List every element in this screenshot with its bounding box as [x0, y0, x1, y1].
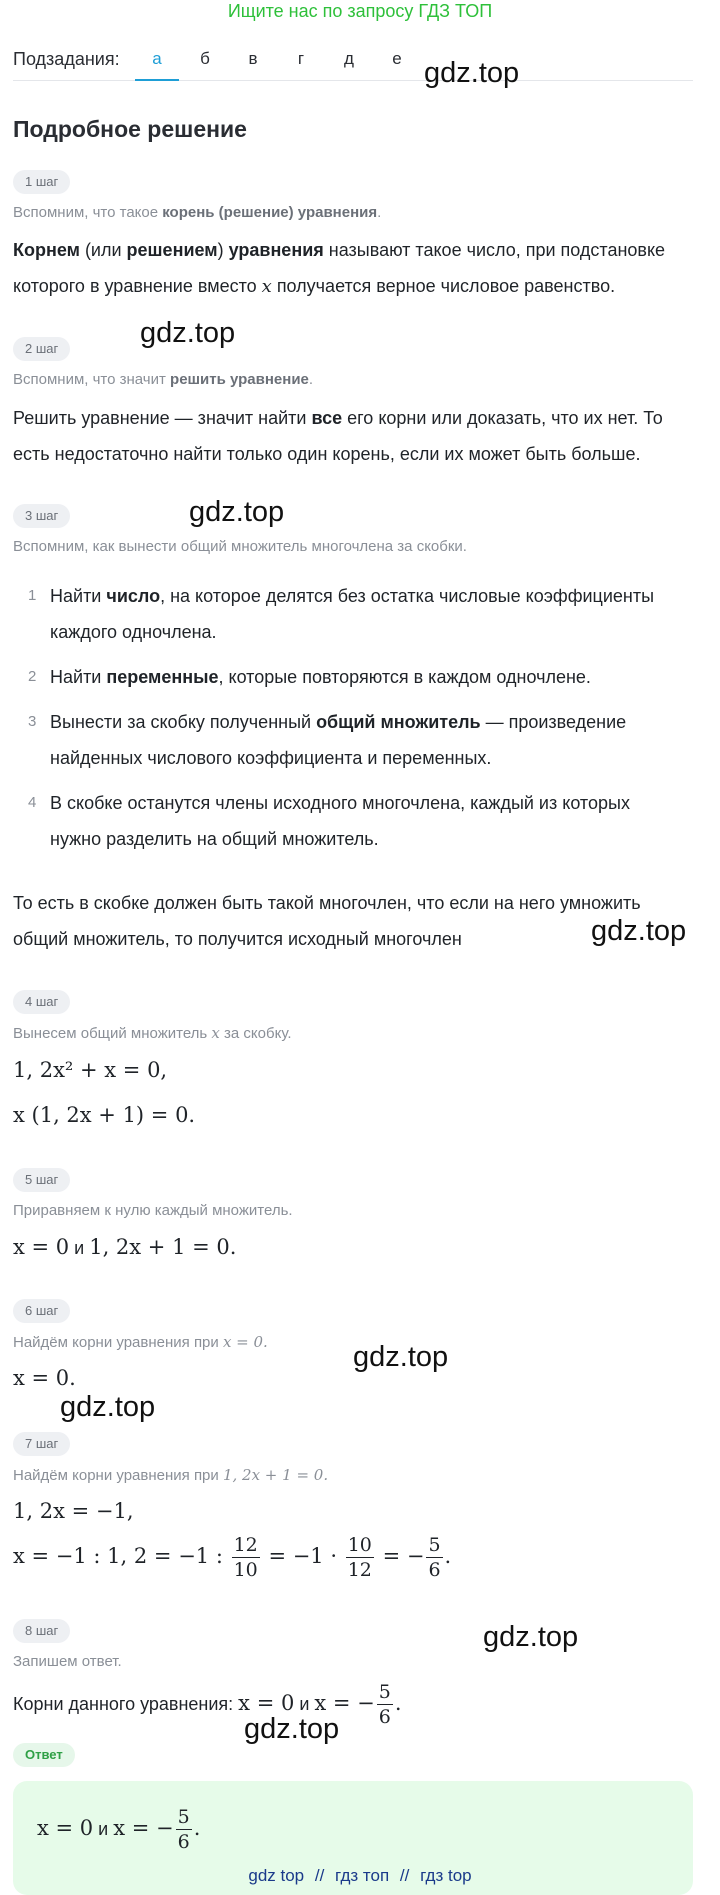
fraction: $\frac{10}{12}$ — [347, 1534, 372, 1581]
equation: x = 0 и 1, 2x + 1 = 0. — [13, 1235, 237, 1259]
step-badge: 8 шаг — [13, 1619, 70, 1643]
tab-d[interactable]: д — [344, 49, 354, 68]
step-badge: 7 шаг — [13, 1432, 70, 1456]
fraction: $\frac{5}{6}$ — [428, 1534, 441, 1581]
equation: x = 0. — [13, 1366, 76, 1390]
watermark: gdz.top — [483, 1621, 579, 1653]
footer-links — [0, 1866, 720, 1886]
watermark: gdz.top — [591, 915, 687, 947]
step-badge: 3 шаг — [13, 504, 70, 528]
step-hint: Вспомним, как вынести общий множитель многочлена за скобки. — [13, 538, 467, 555]
list-item: 2 Найти переменные, которые повторяются в каждом одночлене. — [28, 667, 591, 687]
step-badge: 1 шаг — [13, 170, 70, 194]
footer-link[interactable]: gdz top — [248, 1866, 305, 1885]
footer-separator: // — [314, 1866, 325, 1885]
step-hint: Вспомним, что значит решить уравнение. — [13, 371, 314, 388]
equation: 1, 2x² + x = 0, — [13, 1058, 168, 1082]
step-hint: Найдём корни уравнения при 1, 2x + 1 = 0. — [13, 1466, 329, 1484]
step-hint: Запишем ответ. — [13, 1653, 122, 1670]
step-badge: 5 шаг — [13, 1168, 70, 1192]
step-hint: Приравняем к нулю каждый множитель. — [13, 1202, 293, 1219]
step-badge: 2 шаг — [13, 337, 70, 361]
step-hint: Вспомним, что такое корень (решение) уравнения. — [13, 204, 382, 221]
equation: Корни данного уравнения: x = 0 и x = − $\frac{5}{6}$ . — [13, 1681, 402, 1728]
watermark: gdz.top — [189, 496, 285, 528]
equation: 1, 2x = −1, — [13, 1499, 134, 1523]
step-text: Решить уравнение — значит найти все его корни или доказать, что их нет. То есть недостаточно найти только один корень, если их может быть больше. — [13, 408, 663, 464]
fraction: $\frac{5}{6}$ — [177, 1806, 190, 1853]
tab-g[interactable]: г — [297, 49, 305, 68]
tab-e[interactable]: е — [392, 49, 402, 68]
answer-badge: Ответ — [13, 1743, 75, 1767]
watermark: gdz.top — [60, 1391, 156, 1423]
search-banner: Ищите нас по запросу ГДЗ ТОП — [227, 1, 493, 21]
footer-link[interactable]: гдз top — [420, 1866, 472, 1885]
list-item: 1 Найти число, на которое делятся без остатка числовые коэффициенты каждого одночлена. — [28, 586, 655, 642]
equation: x (1, 2x + 1) = 0. — [13, 1103, 196, 1127]
watermark: gdz.top — [424, 57, 520, 89]
tab-a[interactable]: а — [135, 49, 179, 69]
watermark: gdz.top — [140, 317, 236, 349]
watermark: gdz.top — [244, 1713, 340, 1745]
tab-b[interactable]: б — [200, 49, 210, 68]
footer-link[interactable]: гдз топ — [335, 1866, 390, 1885]
subtasks-label: Подзадания: — [13, 49, 120, 69]
equation: x = −1 : 1, 2 = −1 : $\frac{12}{10}$ = −1 · $\frac{10}{12}$ = − $\frac{5}{6}$ . — [13, 1534, 452, 1581]
tab-v[interactable]: в — [248, 49, 258, 68]
list-item: 3 Вынести за скобку полученный общий множитель — произведение найденных числового коэффициента и переменных. — [28, 712, 627, 768]
solution-heading: Подробное решение — [13, 116, 247, 142]
fraction: $\frac{5}{6}$ — [378, 1681, 391, 1728]
fraction: $\frac{12}{10}$ — [233, 1534, 258, 1581]
watermark: gdz.top — [353, 1341, 449, 1373]
step-text: Корнем (или решением) уравнения называют такое число, при подстановке которого в уравнение вместо x получается верное числовое равенство. — [13, 240, 666, 297]
footer-separator: // — [399, 1866, 410, 1885]
step-badge: 6 шаг — [13, 1299, 70, 1323]
subtasks-tabs — [13, 46, 693, 81]
list-item: 4 В скобке останутся члены исходного многочлена, каждый из которых нужно разделить на общий множитель. — [28, 793, 630, 849]
step-text: То есть в скобке должен быть такой многочлен, что если на него умножить общий множитель, то получится исходный многочлен — [13, 893, 641, 949]
step-badge: 4 шаг — [13, 990, 70, 1014]
step-hint: Вынесем общий множитель x за скобку. — [13, 1024, 292, 1042]
answer-equation: x = 0 и x = − $\frac{5}{6}$ . — [37, 1806, 201, 1853]
step-hint: Найдём корни уравнения при x = 0. — [13, 1333, 268, 1351]
